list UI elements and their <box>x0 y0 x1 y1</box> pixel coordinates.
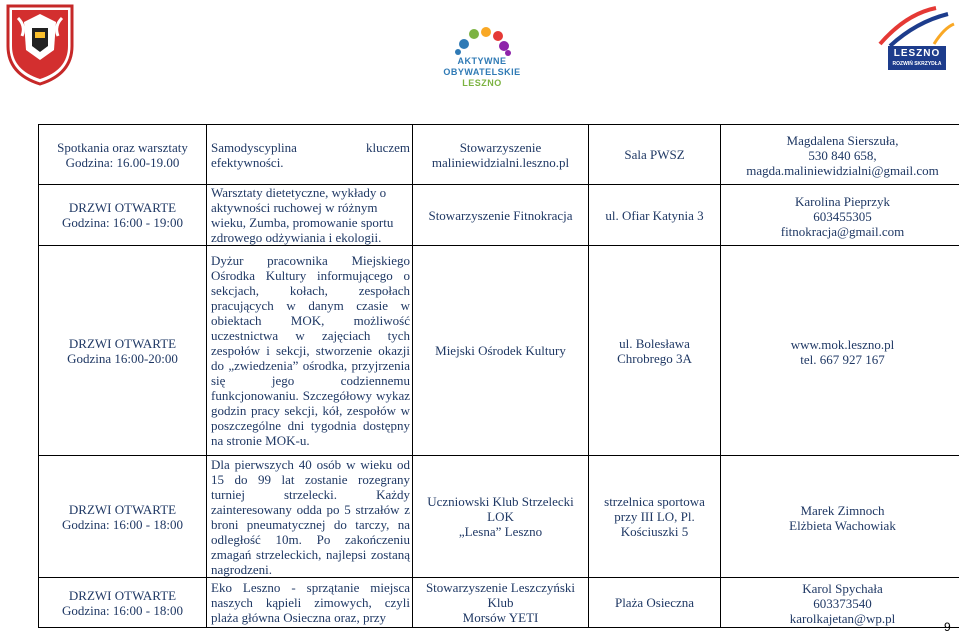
description-cell: Dla pierwszych 40 osób w wieku od 15 do 99 lat zostanie rozegrany turniej strzelecki. Każdy zainteresowany odda po 5 strzałów z broni pneumatycznej do tarczy, na odległość 10m. Po zakończeniu zmagań strzeleckich, najlepsi zostaną nagrodzeni. <box>207 456 413 578</box>
logo-line-1: AKTYWNE <box>457 56 507 66</box>
contact-cell: Karol Spychała 603373540 karolkajetan@wp.pl <box>721 578 959 628</box>
organizer-cell: Stowarzyszenie Fitnokracja <box>413 185 589 246</box>
event-cell: DRZWI OTWARTE Godzina 16:00-20:00 <box>39 246 207 456</box>
table-row <box>39 246 959 456</box>
place-cell: Plaża Osieczna <box>589 578 721 628</box>
logo-line-2: OBYWATELSKIE <box>443 67 521 77</box>
contact-cell: Marek Zimnoch Elżbieta Wachowiak <box>721 456 959 578</box>
description-cell: Warsztaty dietetyczne, wykłady o aktywności ruchowej w różnym wieku, Zumba, promowanie sportu zdrowego odżywiania i ekologii. <box>207 185 413 246</box>
contact-cell: Magdalena Sierszuła, 530 840 658, magda.maliniewidzialni@gmail.com <box>721 125 959 185</box>
description-cell: Samodyscyplina kluczem efektywności. <box>207 125 413 185</box>
leszno-city-logo <box>876 4 958 84</box>
place-cell: ul. Bolesława Chrobrego 3A <box>589 246 721 456</box>
event-cell: DRZWI OTWARTE Godzina: 16:00 - 18:00 <box>39 578 207 628</box>
logo-line-3: LESZNO <box>462 78 502 88</box>
organizer-cell: Stowarzyszenie maliniewidzialni.leszno.pl <box>413 125 589 185</box>
organizer-cell: Miejski Ośrodek Kultury <box>413 246 589 456</box>
contact-cell: www.mok.leszno.pl tel. 667 927 167 <box>721 246 959 456</box>
place-cell: strzelnica sportowa przy III LO, Pl. Kościuszki 5 <box>589 456 721 578</box>
table-row <box>39 578 959 628</box>
table-row <box>39 185 959 246</box>
organizer-cell: Uczniowski Klub Strzelecki LOK „Lesna” Leszno <box>413 456 589 578</box>
table-row <box>39 456 959 578</box>
leszno-logo-title: LESZNO <box>893 48 941 59</box>
event-cell: DRZWI OTWARTE Godzina: 16:00 - 19:00 <box>39 185 207 246</box>
place-cell: Sala PWSZ <box>589 125 721 185</box>
wings-icon <box>876 4 958 48</box>
event-cell: DRZWI OTWARTE Godzina: 16:00 - 18:00 <box>39 456 207 578</box>
events-table <box>38 124 959 628</box>
event-cell: Spotkania oraz warsztaty Godzina: 16.00-19.00 <box>39 125 207 185</box>
organizer-cell: Stowarzyszenie Leszczyński Klub Morsów YETI <box>413 578 589 628</box>
description-cell: Eko Leszno - sprzątanie miejsca naszych kąpieli zimowych, czyli plaża główna Osieczna oraz, przy <box>207 578 413 628</box>
page-header <box>0 0 959 112</box>
page-number: 9 <box>944 620 951 634</box>
table-row <box>39 125 959 185</box>
description-cell: Dyżur pracownika Miejskiego Ośrodka Kultury informującego o sekcjach, kołach, zespołach pracujących w danym czasie w obiektach MOK, możliwość uczestnictwa w zajęciach tych zespołów i sekcji, stworzenie okazji do „zwiedzenia” ośrodka, przyjrzenia się jego codziennemu funkcjonowaniu. Szczegółowy wykaz godzin pracy sekcji, kół, zespołów w poszczególne dni tygodnia dostępny na stronie MOK-u. <box>207 246 413 456</box>
place-cell: ul. Ofiar Katynia 3 <box>589 185 721 246</box>
leszno-logo-tagline: ROZWIŃ SKRZYDŁA <box>892 61 942 67</box>
people-circle-icon <box>412 24 552 56</box>
contact-cell: Karolina Pieprzyk 603455305 fitnokracja@gmail.com <box>721 185 959 246</box>
coat-of-arms-icon <box>4 2 76 86</box>
aktywne-obywatelskie-leszno-logo <box>412 24 552 94</box>
